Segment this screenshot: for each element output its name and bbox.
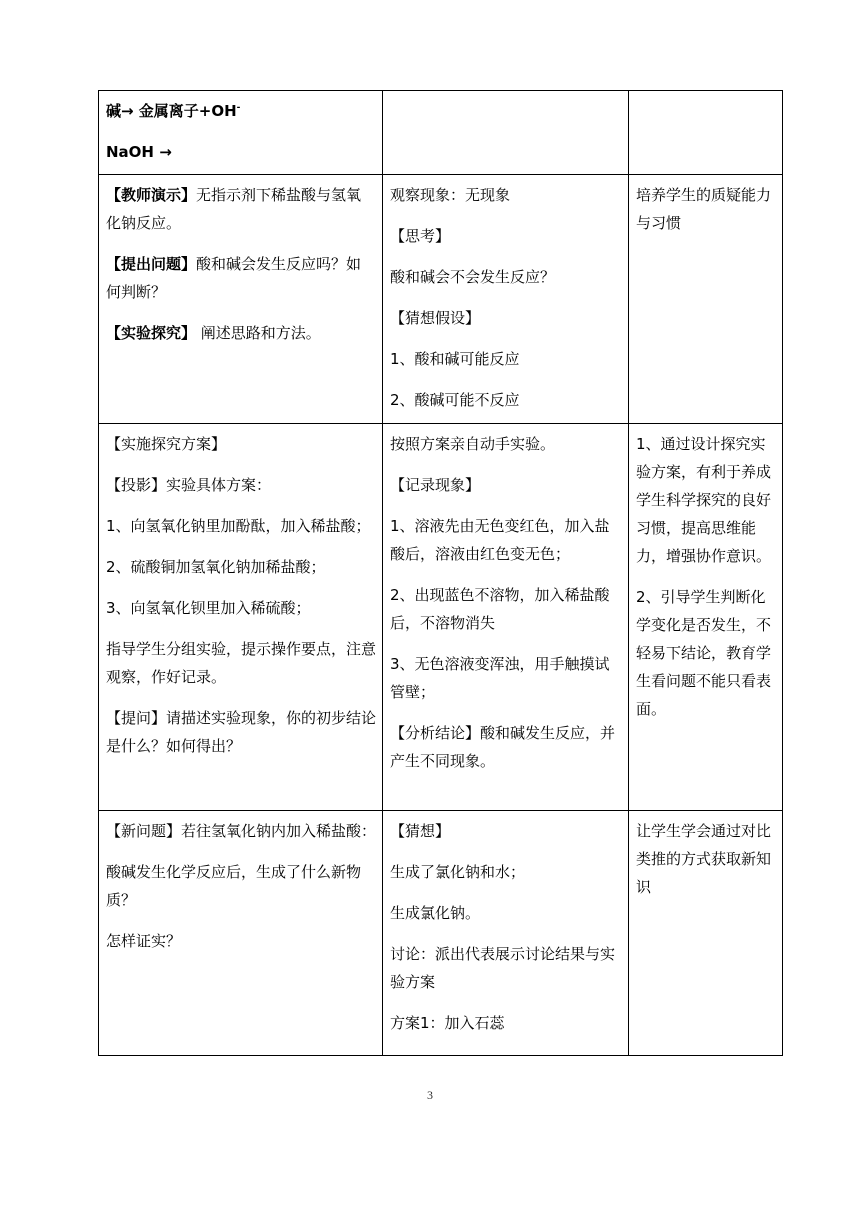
naoh-line: NaOH →: [106, 143, 172, 161]
table-row: [99, 811, 783, 1056]
paragraph: 酸碱发生化学反应后，生成了什么新物质？: [106, 863, 362, 909]
paragraph: 培养学生的质疑能力与习惯: [636, 186, 772, 232]
teacher-activity-cell: [99, 175, 383, 424]
paragraph: 1、溶液先由无色变红色，加入盐酸后，溶液由红色变无色；: [390, 517, 610, 563]
paragraph: 3、向氢氧化钡里加入稀硫酸；: [106, 599, 311, 617]
paragraph: 【猜想假设】: [390, 309, 481, 327]
paragraph: 【新问题】若往氢氧化钠内加入稀盐酸：: [106, 822, 377, 840]
lesson-plan-table: [98, 90, 783, 1056]
paragraph: 怎样证实？: [106, 932, 182, 950]
design-intent-cell: [629, 811, 783, 1056]
paragraph: 【猜想】: [390, 822, 451, 840]
paragraph: 2、出现蓝色不溶物，加入稀盐酸后，不溶物消失: [390, 586, 610, 632]
paragraph: 2、酸碱可能不反应: [390, 391, 520, 409]
teacher-activity-cell: [99, 91, 383, 175]
table-row: [99, 424, 783, 811]
paragraph: 3、无色溶液变浑浊，用手触摸试管壁；: [390, 655, 610, 701]
paragraph: 【实施探究方案】: [106, 435, 227, 453]
design-intent-cell: [629, 91, 783, 175]
design-intent-cell: [629, 424, 783, 811]
teacher-activity-cell: [99, 811, 383, 1056]
paragraph: 2、引导学生判断化学变化是否发生，不轻易下结论，教育学生看问题不能只看表面。: [636, 588, 772, 718]
paragraph: 【提出问题】酸和碱会发生反应吗？如何判断？: [106, 255, 362, 301]
base-ionization-line: 碱→ 金属离子+OH-: [106, 102, 241, 120]
paragraph: 【分析结论】酸和碱发生反应，并产生不同现象。: [390, 724, 616, 770]
paragraph: 按照方案亲自动手实验。: [390, 435, 556, 453]
paragraph: 1、向氢氧化钠里加酚酞，加入稀盐酸；: [106, 517, 371, 535]
student-activity-cell: [383, 424, 629, 811]
paragraph: 【实验探究】 阐述思路和方法。: [106, 324, 321, 342]
paragraph: 让学生学会通过对比类推的方式获取新知识: [636, 822, 772, 896]
paragraph: 观察现象：无现象: [390, 186, 511, 204]
paragraph: 【记录现象】: [390, 476, 481, 494]
table-row: [99, 91, 783, 175]
paragraph: 酸和碱会不会发生反应？: [390, 268, 556, 286]
student-activity-cell: [383, 811, 629, 1056]
paragraph: 【教师演示】无指示剂下稀盐酸与氢氧化钠反应。: [106, 186, 362, 232]
paragraph: 生成氯化钠。: [390, 904, 481, 922]
paragraph: 讨论：派出代表展示讨论结果与实验方案: [390, 945, 616, 991]
paragraph: 方案1：加入石蕊: [390, 1014, 505, 1032]
paragraph: 生成了氯化钠和水；: [390, 863, 526, 881]
student-activity-cell: [383, 175, 629, 424]
paragraph: 指导学生分组实验，提示操作要点，注意观察，作好记录。: [106, 640, 377, 686]
paragraph: 【思考】: [390, 227, 451, 245]
page-number: 3: [427, 1088, 433, 1102]
teacher-activity-cell: [99, 424, 383, 811]
table-row: [99, 175, 783, 424]
paragraph: 【提问】请描述实验现象，你的初步结论是什么？如何得出？: [106, 709, 377, 755]
paragraph: 2、硫酸铜加氢氧化钠加稀盐酸；: [106, 558, 326, 576]
paragraph: 1、通过设计探究实验方案，有利于养成学生科学探究的良好习惯，提高思维能力，增强协作意识。: [636, 435, 772, 565]
design-intent-cell: [629, 175, 783, 424]
paragraph: 1、酸和碱可能反应: [390, 350, 520, 368]
paragraph: 【投影】实验具体方案：: [106, 476, 272, 494]
student-activity-cell: [383, 91, 629, 175]
